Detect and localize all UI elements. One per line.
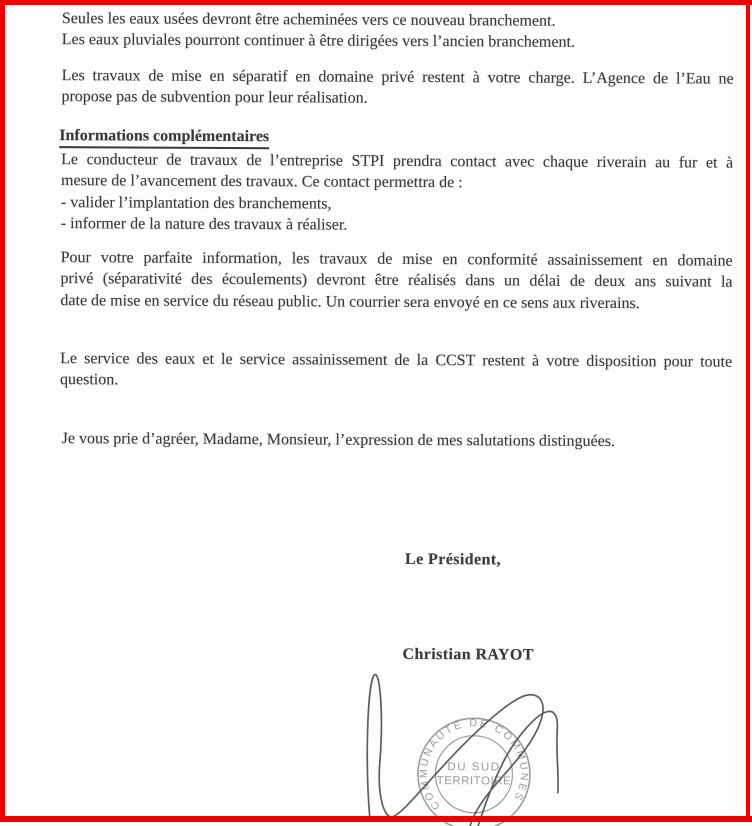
paragraph-charge [61, 65, 733, 111]
text-line: date de mise en service du réseau public. Un courrier sera envoyé en ce sens aux riverains. [60, 291, 640, 312]
signature-stamp-area [326, 666, 687, 826]
text-line: privé (séparativité des écoulements) devront être réalisés dans un délai de deux ans suivant la [60, 270, 733, 292]
paragraph-closing [62, 428, 734, 453]
paragraph-conformity [60, 247, 732, 315]
signer-title: Le Président, [405, 550, 501, 569]
signature-scribble [367, 674, 559, 826]
text-line: Seules les eaux usées devront être acheminées vers ce nouveau branchement. [61, 10, 556, 30]
text-line: Le conducteur de travaux de l’entreprise STPI prendra contact avec chaque riverain au fur et à [61, 151, 734, 172]
red-frame-right [746, 0, 750, 822]
text-line: mesure de l’avancement des travaux. Ce contact permettra de : [61, 172, 463, 192]
text-line: Pour votre parfaite information, les travaux de mise en conformité assainissement en domaine [60, 249, 733, 270]
text-line: propose pas de subvention pour leur réalisation. [61, 88, 368, 108]
stamp-center-line1: DU SUD [447, 761, 501, 774]
list-item: - valider l’implantation des branchements, [60, 193, 332, 213]
text-line: Les eaux pluviales pourront continuer à être dirigées vers l’ancien branchement. [61, 31, 575, 52]
paragraph-intro [62, 8, 734, 54]
text-line: Je vous prie d’agréer, Madame, Monsieur, l’expression de mes salutations distinguées. [61, 430, 615, 451]
red-frame-left [0, 0, 5, 822]
stamp-arc-text-path: COMMUNAUTÉ DE COMMUNES [417, 717, 531, 813]
text-line: question. [59, 371, 119, 389]
section-heading: Informations complémentaires [59, 127, 269, 149]
text-line: Les travaux de mise en séparatif en domaine privé restent à votre charge. L’Agence de l’Eau ne [61, 67, 734, 88]
text-line: Le service des eaux et le service assainissement de la CCST restent à votre disposition pour toute [60, 350, 733, 371]
list-item: - informer de la nature des travaux à réaliser. [60, 215, 348, 234]
paragraph-availability [60, 348, 732, 394]
signer-name: Christian RAYOT [402, 645, 534, 664]
red-frame-top [0, 0, 752, 5]
red-frame-bottom [0, 816, 752, 822]
paragraph-contact [61, 149, 733, 238]
stamp-center-line2: TERRITOIRE [436, 775, 512, 788]
